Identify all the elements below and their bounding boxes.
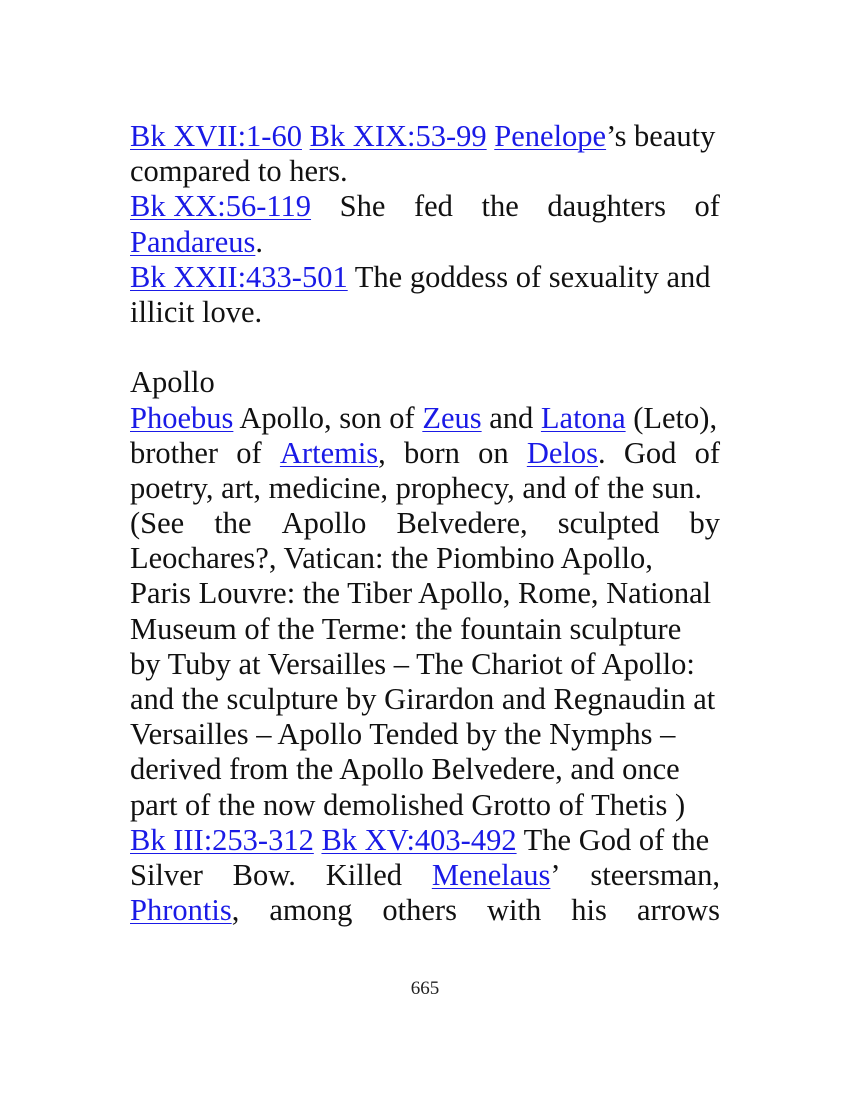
word: Silver [130,857,203,892]
link-word [280,436,386,471]
word: Killed [325,857,402,892]
word: Belvedere, [396,506,528,541]
word: Bow. [232,857,296,892]
text: (Leto), [625,400,718,435]
link-bk-xix[interactable]: Bk XIX:53-99 [309,119,487,153]
word: Apollo [281,506,367,541]
link-delos[interactable]: Delos [526,435,598,470]
link-latona[interactable]: Latona [540,400,626,435]
link-zeus[interactable]: Zeus [422,400,482,435]
word: among [269,893,353,928]
link-bk-xv[interactable]: Bk XV:403-492 [321,822,517,857]
text-line: by Tuby at Versailles – The Chariot of Apollo: [130,646,695,681]
word: of [694,435,720,470]
word: with [487,893,542,928]
document-body [130,119,720,928]
text: The goddess of sexuality and [347,259,711,294]
text-line [130,401,720,436]
section-heading: Apollo [130,365,215,400]
link-artemis[interactable]: Artemis [279,435,379,470]
link-penelope[interactable]: Penelope [494,119,607,153]
text-line [130,893,720,928]
text: The God of the [516,822,710,857]
word: (See [130,506,185,541]
link-bk-iii[interactable]: Bk III:253-312 [130,822,314,857]
word: born [404,435,460,470]
link-bk-xxii[interactable]: Bk XXII:433-501 [130,259,348,294]
text-line: illicit love. [130,294,263,329]
word: of [694,189,720,224]
link-pandareus[interactable]: Pandareus [130,224,256,259]
text-line [130,260,720,295]
text-line [130,858,720,893]
text-line [130,189,720,224]
text-line [130,506,720,541]
word: others [382,893,457,928]
text-line: and the sculpture by Girardon and Regnaudin at [130,682,716,716]
text-line: derived from the Apollo Belvedere, and once [130,752,680,787]
text-line: Paris Louvre: the Tiber Apollo, Rome, National [130,576,712,611]
word: his [571,893,607,928]
text: , [231,893,240,928]
blank-line [130,330,720,365]
word: brother [130,435,219,470]
link-bk-xx[interactable]: Bk XX:56-119 [130,189,312,224]
text-line: Versailles – Apollo Tended by the Nymphs – [130,717,676,752]
word: on [478,435,509,470]
text: Apollo, son of [233,400,423,435]
text-line [130,823,720,858]
word: fed [413,189,453,224]
text-line [130,436,720,471]
word: arrows [636,893,720,928]
text: and [481,400,541,435]
text: ’s beauty [606,119,716,153]
word: the [214,506,252,541]
word: daughters [547,189,666,224]
link-phrontis[interactable]: Phrontis [130,893,232,928]
word: the [481,189,519,224]
link-word [527,436,606,471]
link-word [130,189,311,224]
text: . [255,224,263,259]
text-line [130,225,720,260]
text: , [378,435,386,470]
text-line: Leochares?, Vatican: the Piombino Apollo, [130,541,653,576]
text-line [130,119,720,154]
word: She [339,189,386,224]
word: sculpted [557,506,660,541]
text-line: Museum of the Terme: the fountain sculpture [130,611,682,646]
word: of [236,435,262,470]
link-phoebus[interactable]: Phoebus [130,400,234,435]
text: ’ [550,857,561,892]
word: steersman, [590,857,720,892]
text: . [598,435,606,470]
page-number: 665 [410,978,440,999]
link-word [432,858,561,893]
text-line: poetry, art, medicine, prophecy, and of the sun. [130,470,702,505]
word: God [623,435,677,470]
text-line: compared to hers. [130,154,348,189]
text-line: part of the now demolished Grotto of Thetis ) [130,787,686,822]
link-word [130,893,239,928]
link-bk-xvii[interactable]: Bk XVII:1-60 [130,119,302,153]
word: by [689,506,720,541]
link-menelaus[interactable]: Menelaus [431,857,551,892]
